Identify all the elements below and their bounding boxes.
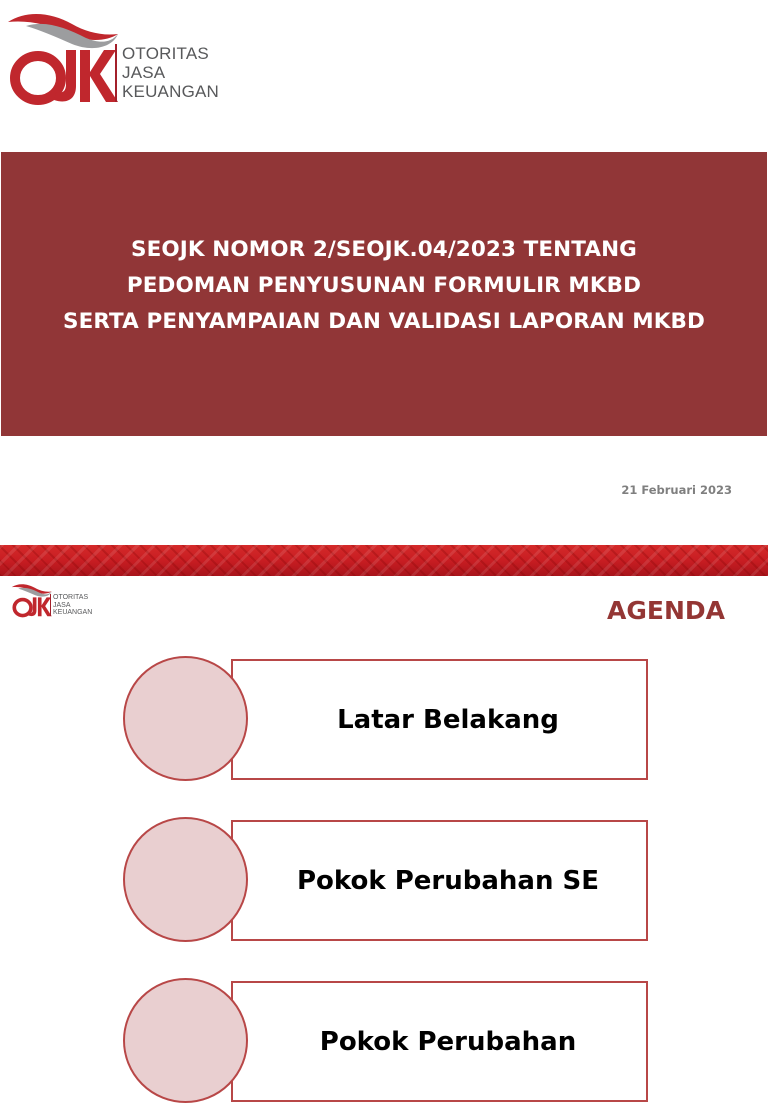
cover-title-line-1: SEOJK NOMOR 2/SEOJK.04/2023 TENTANG — [131, 237, 637, 262]
logo-line-2: JASA — [122, 63, 166, 82]
cover-title — [63, 232, 705, 340]
logo-small-line-1: OTORITAS — [53, 594, 89, 601]
agenda-item-circle — [123, 978, 248, 1103]
agenda-slide — [0, 576, 768, 1057]
title-band — [1, 152, 767, 436]
logo-wordmark-small — [53, 594, 92, 617]
agenda-item-3[interactable] — [123, 978, 653, 1105]
agenda-item-1[interactable] — [123, 656, 653, 783]
logo-divider-small — [50, 594, 51, 616]
agenda-item-circle — [123, 817, 248, 942]
logo-wordmark — [122, 44, 219, 101]
agenda-item-label: Pokok Perubahan SE — [297, 865, 599, 896]
logo-divider — [115, 44, 117, 102]
logo-small-line-2: JASA — [53, 601, 71, 609]
agenda-item-circle — [123, 656, 248, 781]
logo-line-1: OTORITAS — [122, 44, 209, 63]
logo-small-line-3: KEUANGAN — [53, 609, 93, 616]
agenda-item-2[interactable] — [123, 817, 653, 944]
cover-title-line-3: SERTA PENYAMPAIAN DAN VALIDASI LAPORAN MKBD — [63, 309, 705, 334]
cover-date: 21 Februari 2023 — [621, 483, 732, 497]
batik-divider — [0, 545, 768, 576]
agenda-title: AGENDA — [607, 596, 725, 625]
agenda-item-label: Pokok Perubahan — [319, 1026, 577, 1057]
cover-title-line-2: PEDOMAN PENYUSUNAN FORMULIR MKBD — [126, 273, 642, 298]
agenda-item-label: Latar Belakang — [337, 704, 559, 735]
cover-slide — [0, 0, 768, 545]
logo-line-3: KEUANGAN — [122, 82, 220, 101]
